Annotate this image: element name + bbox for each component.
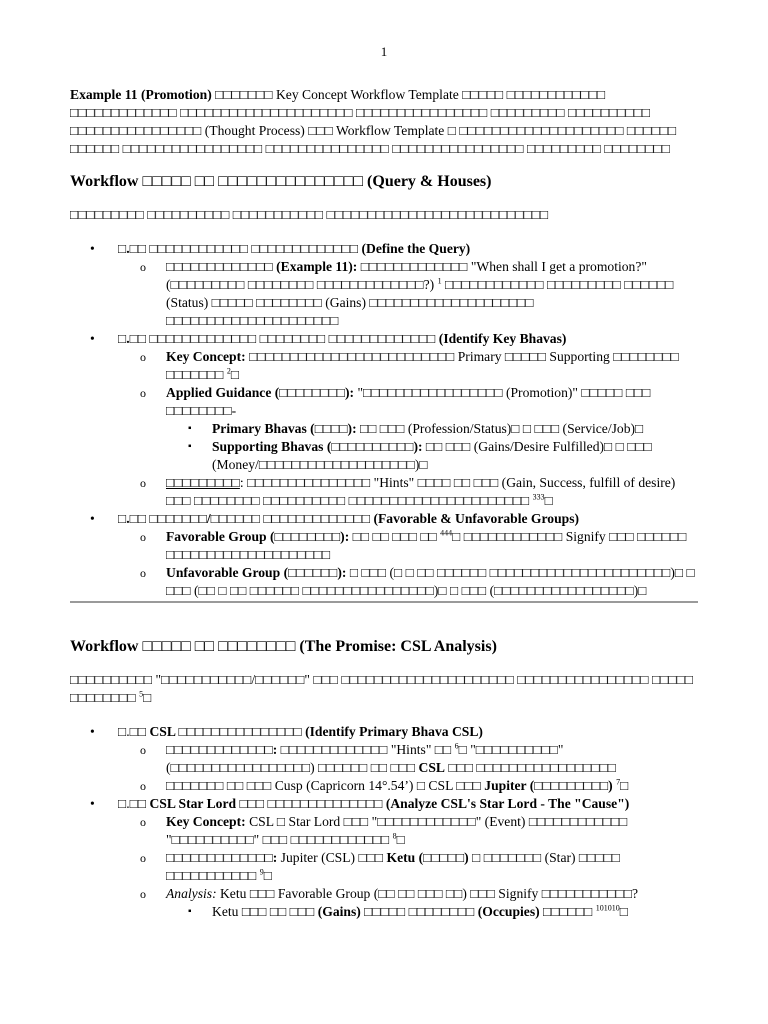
footnote-ref[interactable]: 5	[139, 689, 144, 699]
text: □ □□□□□□□ (Star) □□□□□ □□□□□□□□□□□	[166, 850, 620, 883]
text: □□□□□□□□□□□□□□□□□□□□□□□□□ Primary □□□□□ Supporting □□□□□□□□ □□□□□□□	[166, 349, 679, 382]
text: □	[620, 778, 629, 793]
intro-bold: Example 11 (Promotion)	[70, 87, 212, 102]
text: Ketu □□□ □□ □□□	[212, 904, 318, 919]
list-item	[118, 348, 700, 384]
list-item	[118, 384, 700, 474]
footnote-ref[interactable]: 6	[454, 741, 459, 751]
list-item	[118, 849, 700, 885]
list-item	[166, 438, 700, 474]
footnote-ref[interactable]: 7	[616, 777, 621, 787]
text: Ketu □□□ Favorable Group (□□ □□ □□□ □□) □□□ Signify □□□□□□□□□□□?	[216, 886, 639, 901]
text: □	[230, 367, 240, 382]
text: □□ □□ □□□ □□	[349, 529, 437, 544]
label: □□□□□□□□□	[166, 475, 240, 490]
label: □□□□□□□□□□□□□ (Example 11):	[166, 259, 358, 274]
text: □□□□□□	[539, 904, 596, 919]
intro-paragraph	[70, 86, 700, 158]
label: CSL	[418, 760, 445, 775]
item-title: □.□□ □□□□□□□/□□□□□□ □□□□□□□□□□□□□ (Favorable & Unfavorable Groups)	[118, 511, 580, 526]
text: □□□ □□□□□□□□□□□□□□□□□	[445, 760, 617, 775]
list-item	[118, 741, 700, 777]
text: □□□□□□□□□□□□□ "Hints" □□	[277, 742, 452, 757]
text: □ "□□□□□□□□□□" (□□□□□□□□□□□□□□□□□) □□□□□□ □□ □□□	[166, 742, 564, 775]
label: (Gains)	[317, 904, 361, 919]
text: □	[619, 904, 628, 919]
text: "□□□□□□□□□□□□□□□□□ (Promotion)" □□□□□ □□□ □□□□□□□□-	[166, 385, 651, 418]
text: CSL □ Star Lord □□□ "□□□□□□□□□□□□" (Event) □□□□□□□□□□□□ "□□□□□□□□□□" □□□ □□□□□□□□□□□□	[166, 814, 628, 847]
label: (Occupies)	[477, 904, 540, 919]
label: Primary Bhavas (□□□□):	[212, 421, 357, 436]
text: □	[396, 832, 405, 847]
item-title: □.□□ □□□□□□□□□□□□□ □□□□□□□□ □□□□□□□□□□□□□ (Identify Key Bhavas)	[118, 331, 567, 346]
list-item	[70, 240, 700, 330]
text: □	[544, 493, 553, 508]
section1-list	[70, 240, 700, 600]
text: □□□□□□□ □□ □□□ Cusp (Capricorn 14°.54’) □ CSL □□□	[166, 778, 485, 793]
label: Supporting Bhavas (□□□□□□□□□□):	[212, 439, 423, 454]
item-title: CSL □□□□□□□□□□□□□□□ (Identify Primary Bhava CSL)	[149, 724, 483, 739]
text: □□ □□□ (Gains/Desire Fulfilled)□ □ □□□ (Money/□□□□□□□□□□□□□□□□□□□)□	[212, 439, 652, 472]
list-item	[70, 330, 700, 510]
item-number: □.□□	[118, 724, 150, 739]
list-item	[118, 885, 700, 921]
text: □ □□□ (□ □ □□ □□□□□□ □□□□□□□□□□□□□□□□□□□□□□)□ □ □□□ (□□ □ □□ □□□□□□ □□□□□□□□□□□□□□□□)□ □ □□□ (□□□□□□□□□□□□□□□□□)□	[166, 565, 695, 598]
footnote-ref[interactable]: 1	[437, 276, 442, 286]
footnote-ref[interactable]: 101010	[595, 903, 620, 913]
page-number: 1	[380, 44, 388, 59]
label: Applied Guidance (□□□□□□□□):	[166, 385, 355, 400]
intro-text: □□□□□□□ Key Concept Workflow Template □□□□□ □□□□□□□□□□□□ □□□□□□□□□□□□□ □□□□□□□□□□□□□□□□□□□□□ □□□□□□□□□□□□□□□□ □□□□□□□□□ □□□□□□□□□□ □□□□□□□□□□□□□□□□ (Thought Process) □□□ Workflow Template □ □□□□□□□□□□□□□□□□□□□□ □□□□□□ □□□□□□ □□□□□□□□□□□□□□□□□ □□□□□□□□□□□□□□□ □□□□□□□□□□□□□□□□ □□□□□□□□□ □□□□□□□□	[70, 87, 677, 156]
label: □□□□□□□□□□□□□:	[166, 850, 278, 865]
label: Key Concept:	[166, 814, 246, 829]
section-divider	[70, 601, 698, 603]
list-item	[166, 903, 700, 921]
label: Analysis:	[166, 886, 217, 901]
item-number: □.□□	[118, 796, 150, 811]
footnote-ref[interactable]: 444	[440, 528, 453, 538]
list-item	[70, 510, 700, 600]
text: : □□□□□□□□□□□□□□□ "Hints" □□□□ □□ □□□ (Gain, Success, fulfill of desire) □□□ □□□□□□□□ □□□□□□□□□□ □□□□□□□□□□□□□□□□□□□□□□	[166, 475, 676, 508]
list-item	[118, 777, 700, 795]
footnote-ref[interactable]: 333	[532, 492, 545, 502]
list-item	[118, 564, 700, 600]
text: □□□□□□□□□□ "□□□□□□□□□□□/□□□□□□" □□□ □□□□□□□□□□□□□□□□□□□□□ □□□□□□□□□□□□□□□□ □□□□□ □□□□□□□□	[70, 672, 694, 705]
footnote-ref[interactable]: 2	[226, 366, 231, 376]
label: Key Concept:	[166, 349, 246, 364]
section2-lead	[70, 671, 700, 707]
section2-heading: Workflow □□□□□ □□ □□□□□□□□ (The Promise: CSL Analysis)	[70, 638, 497, 655]
footnote-ref[interactable]: 8	[392, 831, 397, 841]
section2	[70, 637, 700, 921]
section1-lead: □□□□□□□□□ □□□□□□□□□□ □□□□□□□□□□□ □□□□□□□□□□□□□□□□□□□□□□□□□□□	[70, 207, 549, 222]
label: Jupiter (□□□□□□□□□)	[484, 778, 613, 793]
text: □□□□□□□□□□□□ □□□□□□□□□ □□□□□□ (Status) □□□□□ □□□□□□□□ (Gains) □□□□□□□□□□□□□□□□□□□□ □□□□□□□□□□□□□□□□□□□□□	[166, 277, 674, 328]
text: Jupiter (CSL) □□□	[277, 850, 387, 865]
footnote-ref[interactable]: 9	[259, 867, 264, 877]
text: □□ □□□ (Profession/Status)□ □ □□□ (Service/Job)□	[356, 421, 644, 436]
document-body	[70, 86, 700, 921]
list-item	[70, 795, 700, 921]
text: □	[143, 690, 152, 705]
list-item	[118, 528, 700, 564]
list-item	[118, 813, 700, 849]
item-title: □.□□ □□□□□□□□□□□□ □□□□□□□□□□□□□ (Define the Query)	[118, 241, 471, 256]
list-item	[70, 723, 700, 795]
item-title: CSL Star Lord □□□ □□□□□□□□□□□□□□ (Analyze CSL's Star Lord - The "Cause")	[149, 796, 630, 811]
text: □ □□□□□□□□□□□□ Signify □□□ □□□□□□ □□□□□□□□□□□□□□□□□□□□	[166, 529, 687, 562]
text: □□□□□□□□□□□□□ "When shall I get a promotion?" (□□□□□□□□□ □□□□□□□□ □□□□□□□□□□□□□?)	[166, 259, 647, 292]
section2-list	[70, 723, 700, 921]
label: Ketu (□□□□□)	[386, 850, 469, 865]
section1-heading: Workflow □□□□□ □□ □□□□□□□□□□□□□□□ (Query & Houses)	[70, 173, 492, 190]
list-item	[166, 420, 700, 438]
list-item	[118, 474, 700, 510]
label: Favorable Group (□□□□□□□□):	[166, 529, 350, 544]
text: □□□□□ □□□□□□□□	[360, 904, 478, 919]
text: □	[263, 868, 272, 883]
label: Unfavorable Group (□□□□□□):	[166, 565, 347, 580]
list-item	[118, 258, 700, 330]
label: □□□□□□□□□□□□□:	[166, 742, 278, 757]
